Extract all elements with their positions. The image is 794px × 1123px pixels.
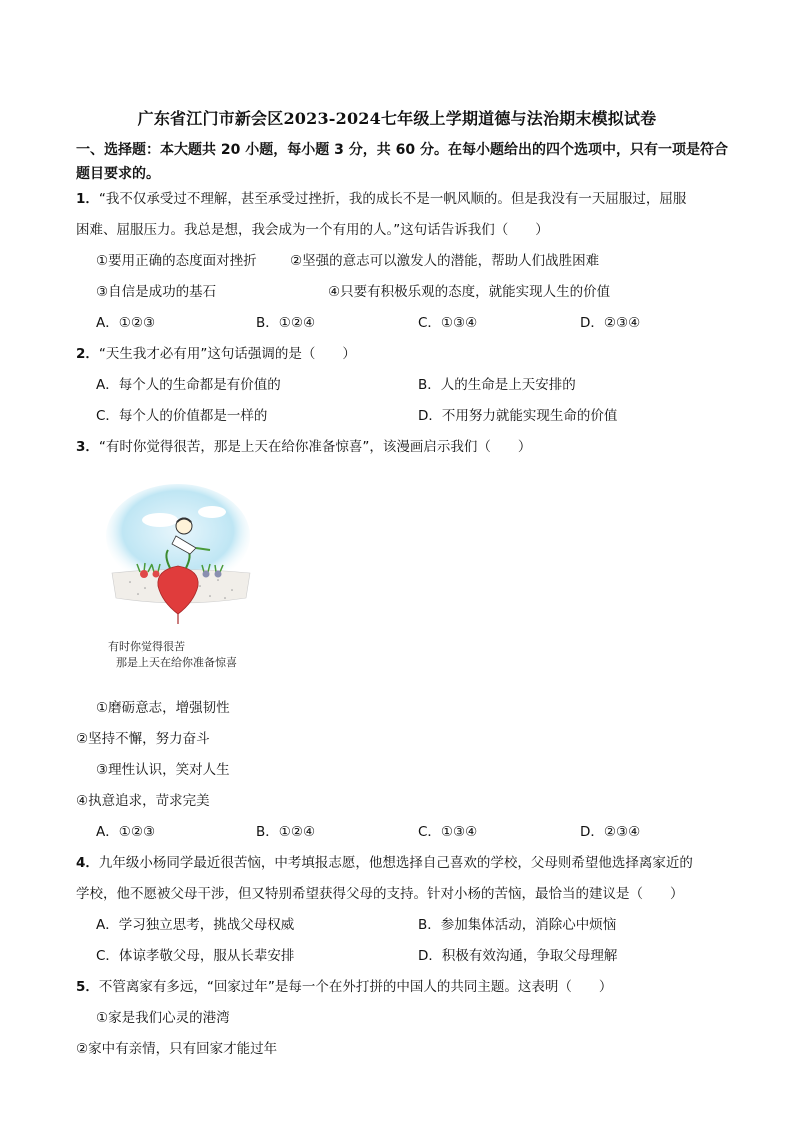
- question-1-stem-line1: 1．“我不仅承受过不理解，甚至承受过挫折，我的成长不是一帆风顺的。但是我没有一天屈服过，屈服: [76, 191, 687, 207]
- cartoon-caption-line2: 那是上天在给你准备惊喜: [116, 656, 237, 669]
- question-2-option-d[interactable]: D．不用努力就能实现生命的价值: [418, 408, 618, 424]
- question-1-option-c[interactable]: C．①③④: [418, 315, 478, 331]
- question-1-option-d[interactable]: D．②③④: [580, 315, 641, 331]
- question-4-stem-line2: 学校，他不愿被父母干涉，但又特别希望获得父母的支持。针对小杨的苦恼，最恰当的建议是（ ）: [76, 886, 684, 902]
- question-3-option-c[interactable]: C．①③④: [418, 824, 478, 840]
- cartoon-caption-line1: 有时你觉得很苦: [108, 640, 185, 653]
- question-4-number: 4．: [76, 855, 99, 871]
- cartoon-radish-image: [100, 478, 260, 678]
- question-3-item-2: ②坚持不懈，努力奋斗: [76, 731, 210, 747]
- question-1-stem-line2: 困难、屈服压力。我总是想，我会成为一个有用的人。”这句话告诉我们（ ）: [76, 222, 549, 238]
- question-3-item-3: ③理性认识，笑对人生: [96, 762, 230, 778]
- question-5-item-2: ②家中有亲情，只有回家才能过年: [76, 1041, 278, 1057]
- question-3-item-1: ①磨砺意志，增强韧性: [96, 700, 230, 716]
- question-2-stem: 2．“天生我才必有用”这句话强调的是（ ）: [76, 346, 356, 362]
- question-1-number: 1．: [76, 191, 99, 207]
- cartoon-illustration: [100, 478, 260, 678]
- question-4-option-a[interactable]: A．学习独立思考，挑战父母权威: [96, 917, 295, 933]
- question-2-option-a[interactable]: A．每个人的生命都是有价值的: [96, 377, 281, 393]
- question-2-option-c[interactable]: C．每个人的价值都是一样的: [96, 408, 268, 424]
- question-5-number: 5．: [76, 979, 99, 995]
- question-3-option-b[interactable]: B．①②④: [256, 824, 316, 840]
- question-3-stem: 3．“有时你觉得很苦，那是上天在给你准备惊喜”，该漫画启示我们（ ）: [76, 439, 532, 455]
- question-5-stem: 5．不管离家有多远，“回家过年”是每一个在外打拼的中国人的共同主题。这表明（ ）: [76, 979, 613, 995]
- question-1-item-2: ②坚强的意志可以激发人的潜能，帮助人们战胜困难: [290, 253, 600, 269]
- question-4-option-c[interactable]: C．体谅孝敬父母，服从长辈安排: [96, 948, 295, 964]
- question-1-item-1: ①要用正确的态度面对挫折: [96, 253, 257, 269]
- question-3-item-4: ④执意追求，苛求完美: [76, 793, 210, 809]
- question-4-option-b[interactable]: B．参加集体活动，消除心中烦恼: [418, 917, 617, 933]
- question-2-option-b[interactable]: B．人的生命是上天安排的: [418, 377, 576, 393]
- question-5-item-1: ①家是我们心灵的港湾: [96, 1010, 230, 1026]
- question-1-item-3: ③自信是成功的基石: [96, 284, 217, 300]
- question-2-number: 2．: [76, 346, 99, 362]
- question-4-option-d[interactable]: D．积极有效沟通，争取父母理解: [418, 948, 618, 964]
- question-1-item-4: ④只要有积极乐观的态度，就能实现人生的价值: [328, 284, 611, 300]
- exam-title: 广东省江门市新会区2023-2024七年级上学期道德与法治期末模拟试卷: [137, 109, 657, 128]
- question-1-option-b[interactable]: B．①②④: [256, 315, 316, 331]
- question-1-option-a[interactable]: A．①②③: [96, 315, 156, 331]
- section-heading: 一、选择题：本大题共 20 小题，每小题 3 分，共 60 分。在每小题给出的四个选项中，只有一项是符合题目要求的。: [76, 142, 728, 182]
- question-3-option-d[interactable]: D．②③④: [580, 824, 641, 840]
- question-4-stem-line1: 4．九年级小杨同学最近很苦恼，中考填报志愿，他想选择自己喜欢的学校，父母则希望他选择离家近的: [76, 855, 693, 871]
- question-3-number: 3．: [76, 439, 99, 455]
- question-3-option-a[interactable]: A．①②③: [96, 824, 156, 840]
